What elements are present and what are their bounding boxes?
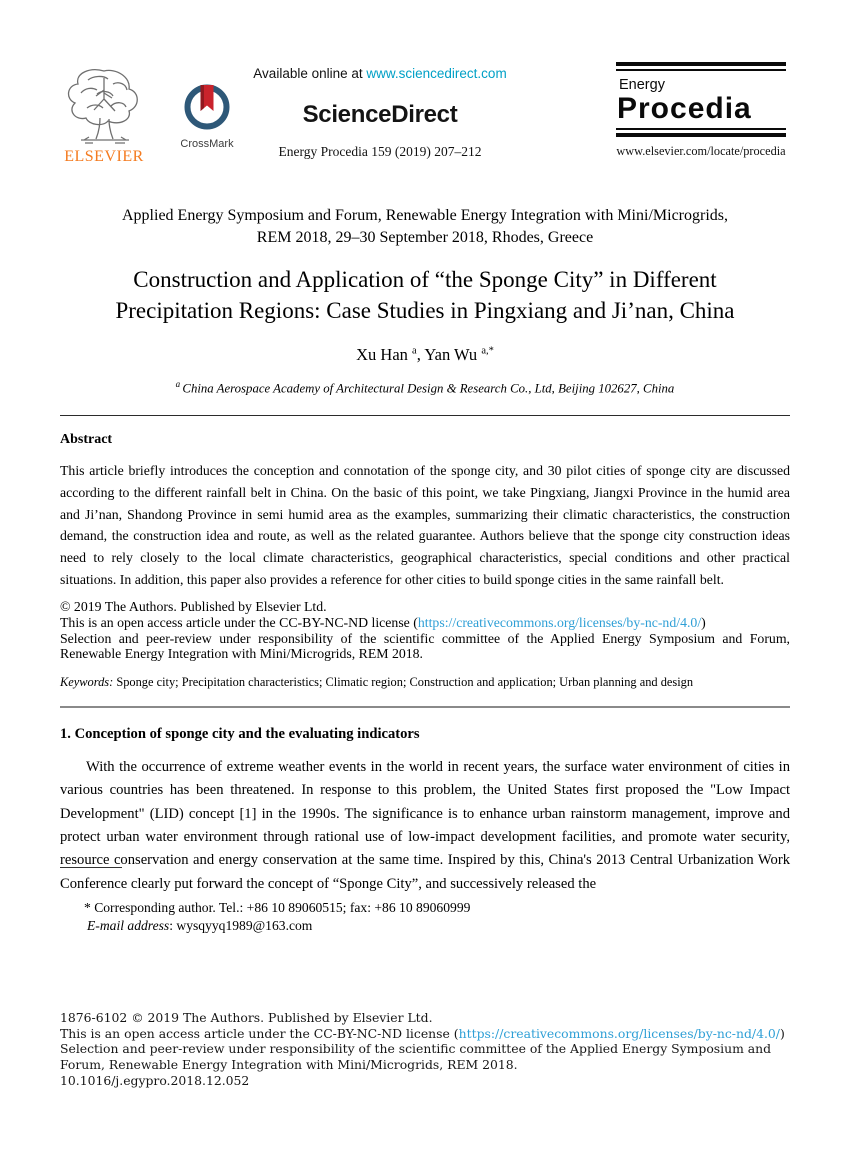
keywords-label: Keywords: xyxy=(60,674,117,689)
logo-rule-top-thick xyxy=(616,62,786,66)
procedia-logo-energy: Energy xyxy=(619,77,665,93)
affiliation-mark: a xyxy=(175,379,183,389)
logo-rule-bottom-thick xyxy=(616,133,786,137)
imprint-footer xyxy=(60,1010,790,1089)
paper-title-line1: Construction and Application of “the Sponge City” in Different xyxy=(133,267,717,292)
energy-procedia-logo xyxy=(616,62,786,159)
copyright-line: © 2019 The Authors. Published by Elsevier Ltd. xyxy=(60,599,327,615)
abstract-text: This article briefly introduces the conception and connotation of the sponge city, and 30 pilot cities of sponge city are discussed according to the different rainfall belt in China. On the basic of this point, we take Pingxiang, Jiangxi Province in the humid area and Ji’nan, Shandong Province in semi humid area as the examples, summarizing their climatic characteristics, the construction demand, the construction idea and route, as well as the related guarantee. Authors believe that the sponge city construction ideas need to rely closely to the local climate characteristics, geographical characteristics, special conditions and other practical situations. In addition, this paper also provides a reference for other cities to build sponge cities in the same rainfall belt. xyxy=(60,463,790,587)
section-1-paragraph: With the occurrence of extreme weather events in the world in recent years, the surface water environment of cities in various countries has been threatened. In response to this problem, the United States first proposed the "Low Impact Development" (LID) concept [1] in the 1990s. The significance is to enhance urban rainstorm management, improve and protect urban water environment through rational use of low-impact development facilities, and promote water security, resource conservation and energy conservation at the same time. Inspired by this, China's 2013 Central Urbanization Work Conference clearly put forward the concept of “Sponge City”, and successively released the xyxy=(60,758,790,892)
abstract-top-rule xyxy=(60,415,790,416)
header-center xyxy=(228,66,532,160)
author-line xyxy=(60,345,790,365)
license-text-prefix: This is an open access article under the CC-BY-NC-ND license ( xyxy=(60,615,418,631)
conference-line1: Applied Energy Symposium and Forum, Renewable Energy Integration with Mini/Microgrids, xyxy=(122,207,728,224)
section-1-heading: 1. Conception of sponge city and the evaluating indicators xyxy=(60,725,420,742)
license-text-suffix: ) xyxy=(701,615,706,631)
procedia-logo-word: Procedia xyxy=(617,92,752,125)
logo-rule-top-thin xyxy=(616,69,786,71)
email-label: E-mail address xyxy=(87,917,170,933)
available-online-text: Available online at xyxy=(253,66,367,81)
sciencedirect-wordmark: ScienceDirect xyxy=(302,101,458,128)
corresponding-author-footnote xyxy=(60,899,470,934)
elsevier-wordmark: ELSEVIER xyxy=(64,148,144,165)
author-2: Yan Wu xyxy=(424,345,482,364)
conference-name xyxy=(60,205,790,248)
license-line xyxy=(60,615,790,631)
journal-citation: Energy Procedia 159 (2019) 207–212 xyxy=(278,144,482,159)
paper-title-line2: Precipitation Regions: Case Studies in Pingxiang and Ji’nan, China xyxy=(115,298,735,323)
footnote-rule xyxy=(60,867,122,868)
elsevier-locate-link[interactable]: www.elsevier.com/locate/procedia xyxy=(616,143,786,158)
issn-copyright-line: 1876-6102 © 2019 The Authors. Published by Elsevier Ltd. xyxy=(60,1010,433,1025)
affiliation-text: China Aerospace Academy of Architectural Design & Research Co., Ltd, Beijing 102627, China xyxy=(182,381,675,396)
footnote-contact-line: * Corresponding author. Tel.: +86 10 89060515; fax: +86 10 89060999 xyxy=(84,900,471,915)
footer-creativecommons-link[interactable]: https://creativecommons.org/licenses/by-nc-nd/4.0/ xyxy=(458,1025,780,1041)
conference-line2: REM 2018, 29–30 September 2018, Rhodes, Greece xyxy=(256,228,594,246)
elsevier-tree-icon xyxy=(58,66,150,146)
author-1: Xu Han xyxy=(356,345,413,364)
footer-license-prefix: This is an open access article under the CC-BY-NC-ND license ( xyxy=(60,1025,459,1041)
sciencedirect-link[interactable]: www.sciencedirect.com xyxy=(366,66,507,81)
available-online-line xyxy=(228,66,532,81)
selection-line: Selection and peer-review under responsibility of the scientific committee of the Applied Energy Symposium and Forum, Renewable Energy Integration with Mini/Microgrids, REM 2018. xyxy=(60,630,790,662)
affiliation-line xyxy=(60,379,790,396)
author-separator: , xyxy=(416,345,425,364)
abstract-heading: Abstract xyxy=(60,432,113,448)
author-2-affiliation-mark: a,* xyxy=(481,345,494,357)
footer-license-line xyxy=(60,1026,790,1042)
footer-license-suffix: ) xyxy=(779,1025,785,1041)
crossmark-label: CrossMark xyxy=(180,138,234,150)
doi-line: 10.1016/j.egypro.2018.12.052 xyxy=(60,1072,250,1088)
logo-rule-bottom-thin xyxy=(616,128,786,130)
creativecommons-link[interactable]: https://creativecommons.org/licenses/by-nc-nd/4.0/ xyxy=(417,615,702,631)
keywords-text: Sponge city; Precipitation characteristics; Climatic region; Construction and application; Urban planning and design xyxy=(116,674,694,689)
paper-title xyxy=(60,264,790,326)
keywords-line xyxy=(60,675,790,690)
copyright-block xyxy=(60,599,790,661)
keywords-bottom-rule xyxy=(60,706,790,708)
author-1-affiliation-mark: a xyxy=(412,345,417,357)
email-address: wysqyyq1989@163.com xyxy=(176,917,313,933)
elsevier-logo xyxy=(58,66,150,166)
article-content xyxy=(0,205,846,896)
crossmark-icon xyxy=(183,117,231,134)
email-separator: : xyxy=(169,917,177,933)
footnote-email-line xyxy=(84,917,470,935)
footer-selection-line: Selection and peer-review under responsibility of the scientific committee of the Applied Energy Symposium and Forum, Renewable Energy Integration with Mini/Microgrids, REM 2018. xyxy=(60,1041,772,1073)
journal-header xyxy=(0,0,846,196)
